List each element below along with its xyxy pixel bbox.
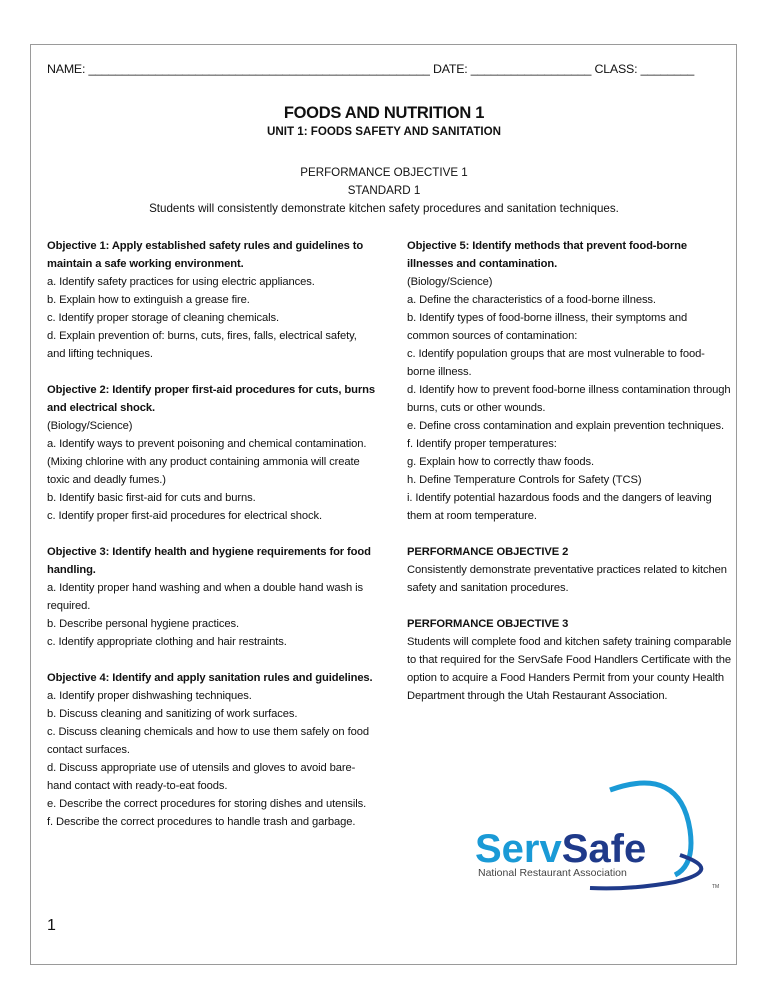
objective-item: a. Identify proper dishwashing techniques. bbox=[47, 690, 252, 702]
name-date-class-line: NAME: ___________________________________________________ DATE: __________________ CLASS: ________ bbox=[47, 62, 695, 76]
objective-item: g. Explain how to correctly thaw foods. bbox=[407, 456, 595, 468]
objective-heading: Objective 3: Identify health and hygiene requirements for food handling. bbox=[47, 546, 371, 576]
objective-item: a. Identify ways to prevent poisoning and chemical contamination. (Mixing chlorine with any product containing ammonia will create toxic and deadly fumes.) bbox=[47, 438, 367, 486]
objective-item: c. Identify proper storage of cleaning chemicals. bbox=[47, 312, 280, 324]
objective-item: e. Define cross contamination and explain prevention techniques. bbox=[407, 420, 724, 432]
objective-item: (Biology/Science) bbox=[47, 420, 133, 432]
objective-heading: Objective 2: Identify proper first-aid procedures for cuts, burns and electrical shock. bbox=[47, 384, 375, 414]
objective-item: d. Discuss appropriate use of utensils and gloves to avoid bare-hand contact with ready-to-eat foods. bbox=[47, 762, 356, 792]
performance-objective-heading: PERFORMANCE OBJECTIVE 1 bbox=[300, 166, 468, 179]
objective-item: b. Identify types of food-borne illness, their symptoms and common sources of contamination: bbox=[407, 312, 688, 342]
servsafe-logo bbox=[440, 770, 740, 910]
objective-heading: Objective 1: Apply established safety rules and guidelines to maintain a safe working environment. bbox=[47, 240, 364, 270]
objective-item: a. Identity proper hand washing and when a double hand wash is required. bbox=[47, 582, 363, 612]
section-gap bbox=[407, 597, 732, 615]
objective-item: a. Define the characteristics of a food-borne illness. bbox=[407, 294, 656, 306]
page-number: 1 bbox=[47, 917, 56, 934]
page-title: FOODS AND NUTRITION 1 bbox=[283, 104, 485, 122]
objective-item: (Biology/Science) bbox=[407, 276, 493, 288]
objective-heading: Objective 5: Identify methods that prevent food-borne illnesses and contamination. bbox=[407, 240, 688, 270]
objective-item: a. Identify safety practices for using electric appliances. bbox=[47, 276, 315, 288]
intro-text: Students will consistently demonstrate kitchen safety procedures and sanitation techniques. bbox=[149, 202, 619, 215]
section-gap bbox=[47, 363, 375, 381]
left-column bbox=[47, 237, 375, 831]
objective-item: h. Define Temperature Controls for Safety (TCS) bbox=[407, 474, 642, 486]
standard-heading: STANDARD 1 bbox=[347, 184, 421, 197]
logo-wordmark: ServSafe bbox=[475, 827, 647, 871]
objective-item: c. Identify appropriate clothing and hair restraints. bbox=[47, 636, 287, 648]
objective-item: b. Explain how to extinguish a grease fire. bbox=[47, 294, 250, 306]
objective-item: c. Discuss cleaning chemicals and how to use them safely on food contact surfaces. bbox=[47, 726, 369, 756]
section-gap bbox=[47, 651, 375, 669]
objective-item: c. Identify population groups that are most vulnerable to food-borne illness. bbox=[407, 348, 705, 378]
objective-item: d. Identify how to prevent food-borne illness contamination through burns, cuts or other wounds. bbox=[407, 384, 731, 414]
objective-heading: PERFORMANCE OBJECTIVE 2 bbox=[407, 546, 569, 558]
objective-item: f. Describe the correct procedures to handle trash and garbage. bbox=[47, 816, 356, 828]
section-gap bbox=[407, 525, 732, 543]
objective-item: b. Discuss cleaning and sanitizing of work surfaces. bbox=[47, 708, 298, 720]
objective-item: b. Identify basic first-aid for cuts and burns. bbox=[47, 492, 256, 504]
objective-item: e. Describe the correct procedures for storing dishes and utensils. bbox=[47, 798, 367, 810]
objective-item: d. Explain prevention of: burns, cuts, fires, falls, electrical safety, and lifting techniques. bbox=[47, 330, 357, 360]
objective-heading: Objective 4: Identify and apply sanitation rules and guidelines. bbox=[47, 672, 373, 684]
logo-tagline: National Restaurant Association bbox=[478, 867, 627, 879]
objective-item: c. Identify proper first-aid procedures for electrical shock. bbox=[47, 510, 322, 522]
objective-item: Students will complete food and kitchen safety training comparable to that required for the ServSafe Food Handlers Certificate with the option to acquire a Food Handers Permit from your county Health Department through the Utah Restaurant Association. bbox=[407, 636, 732, 702]
objective-heading: PERFORMANCE OBJECTIVE 3 bbox=[407, 618, 569, 630]
objective-item: Consistently demonstrate preventative practices related to kitchen safety and sanitation procedures. bbox=[407, 564, 727, 594]
right-column bbox=[407, 237, 732, 705]
objective-item: i. Identify potential hazardous foods and the dangers of leaving them at room temperature. bbox=[407, 492, 712, 522]
objective-item: f. Identify proper temperatures: bbox=[407, 438, 557, 450]
unit-title: UNIT 1: FOODS SAFETY AND SANITATION bbox=[266, 125, 502, 138]
logo-tm: TM bbox=[712, 884, 720, 890]
section-gap bbox=[47, 525, 375, 543]
objective-item: b. Describe personal hygiene practices. bbox=[47, 618, 239, 630]
